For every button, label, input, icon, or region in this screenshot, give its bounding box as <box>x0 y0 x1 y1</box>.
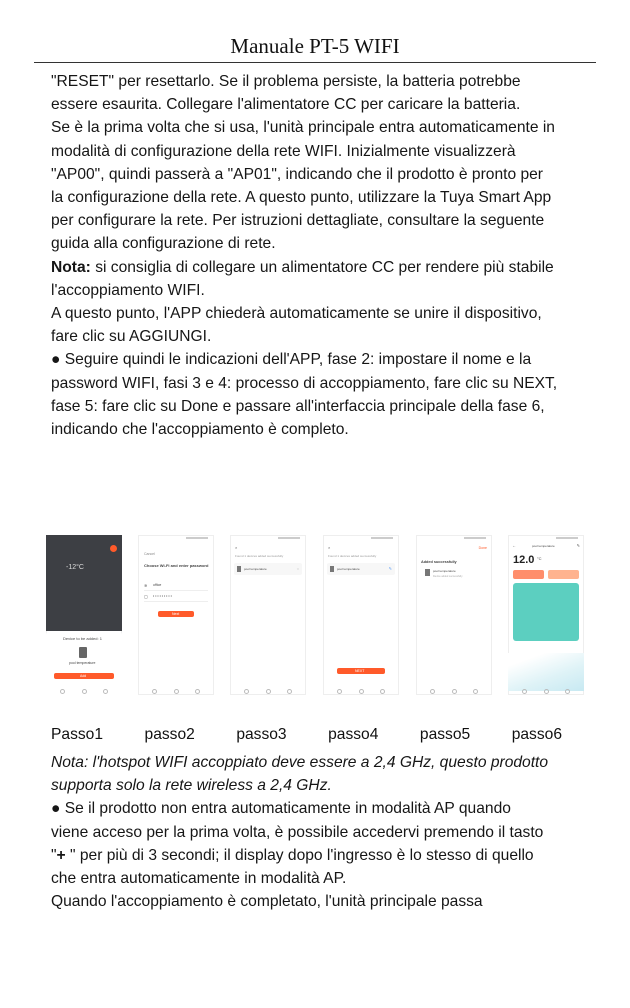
lock-icon: ▢ <box>144 594 148 599</box>
status-bar <box>323 537 399 540</box>
popup-title: Device to be added: 1 <box>63 636 102 641</box>
text-line: essere esaurita. Collegare l'alimentatore CC per caricare la batteria. <box>51 96 521 114</box>
text-line: l'accoppiamento WIFI. <box>51 281 205 299</box>
temp-unit: °C <box>537 556 542 561</box>
quote-open: " <box>51 846 57 864</box>
password-value: • • • • • • • • • <box>153 594 172 598</box>
plus-line-text: " per più di 3 secondi; il display dopo l'ingresso è lo stesso di quello <box>65 846 534 864</box>
back-icon: ← <box>512 543 516 548</box>
nav-bar <box>244 689 292 692</box>
plus-key-icon: + <box>56 846 66 864</box>
edit-icon: ✎ <box>388 566 392 571</box>
text-line: "AP00", quindi passerà a "AP01", indicando che il prodotto è pronto per <box>51 165 544 183</box>
step-label: Passo1 <box>51 726 104 743</box>
step-label: passo5 <box>419 726 471 743</box>
text-line: ● Se il prodotto non entra automaticamente in modalità AP quando <box>51 800 511 818</box>
status-bar <box>138 537 214 540</box>
text-line: password WIFI, fasi 3 e 4: processo di accoppiamento, fare clic su NEXT, <box>51 374 558 392</box>
nav-bar <box>60 689 108 692</box>
status-bar <box>416 537 492 540</box>
next-button-label: NEXT <box>355 668 365 673</box>
orange-card <box>548 570 579 579</box>
screenshot-step3 <box>230 535 306 695</box>
text-line: fare clic su AGGIUNGI. <box>51 328 212 346</box>
text-line: che entra automaticamente in modalità AP. <box>51 870 347 888</box>
divider <box>144 590 208 591</box>
device-sub: Device added successfully <box>433 575 463 578</box>
text-line: la configurazione della rete. A questo punto, utilizzare la Tuya Smart App <box>51 189 552 207</box>
plus-line <box>51 844 596 867</box>
note-label: Nota: <box>51 258 91 276</box>
screenshot-step5 <box>416 535 492 695</box>
temp-value: 12.0 <box>513 554 535 566</box>
device-icon <box>330 566 334 572</box>
step-label: passo4 <box>328 726 379 743</box>
close-icon: × <box>328 545 331 550</box>
divider <box>144 601 208 602</box>
device-name: pool temperature <box>244 567 267 571</box>
app-screenshots <box>46 535 584 695</box>
text-line: Se è la prima volta che si usa, l'unità principale entra automaticamente in <box>51 119 555 137</box>
text-line: fase 5: fare clic su Done e passare all'interfaccia principale della fase 6, <box>51 397 545 415</box>
screenshot-step6 <box>508 535 584 695</box>
text-line: viene acceso per la prima volta, è possibile accedervi premendo il tasto <box>51 823 544 841</box>
text-line: "RESET" per resettarlo. Se il problema persiste, la batteria potrebbe <box>51 73 521 90</box>
success-title: Added successfully <box>421 560 457 564</box>
intro-paragraph <box>51 70 596 441</box>
orange-card <box>513 570 544 579</box>
edit-icon: ✎ <box>576 543 580 548</box>
close-icon: × <box>235 545 238 550</box>
device-icon <box>79 647 87 658</box>
screenshot-step4 <box>323 535 399 695</box>
cancel-link: Cancel <box>144 552 155 556</box>
nav-bar <box>430 689 478 692</box>
text-line: per configurare la rete. Per istruzioni dettagliate, consultare la seguente <box>51 212 545 230</box>
add-button-label: Add <box>80 673 87 678</box>
device-name: pool temperature <box>433 569 456 573</box>
step-label: passo2 <box>144 726 195 743</box>
nav-bar <box>522 689 570 692</box>
text-line: modalità di configurazione della rete WIFI. Inizialmente visualizzerà <box>51 142 516 160</box>
status-bar <box>508 537 584 540</box>
chart-area <box>508 653 584 691</box>
step-label: passo3 <box>236 726 287 743</box>
note2-line: Nota: l'hotspot WIFI accoppiato deve essere a 2,4 GHz, questo prodotto <box>51 754 549 771</box>
text-line: ● Seguire quindi le indicazioni dell'APP, fase 2: impostare il nome e la <box>51 351 532 369</box>
text-line: indicando che l'accoppiamento è completo. <box>51 421 349 439</box>
found-subtitle: Found 1 devices added successfully <box>235 554 284 558</box>
done-link: Done <box>478 546 487 550</box>
note2-line: supporta solo la rete wireless a 2,4 GHz. <box>51 777 332 795</box>
page-title: Manuale PT-5 WIFI <box>230 34 400 58</box>
nav-bar <box>337 689 385 692</box>
loading-icon: ○ <box>296 566 299 571</box>
add-device-icon <box>110 545 117 552</box>
device-icon <box>425 569 430 576</box>
wifi-icon: ≋ <box>144 583 148 588</box>
teal-panel <box>513 583 579 641</box>
weather-temp: -12°C <box>66 564 84 571</box>
device-title: pool temperature <box>532 544 555 548</box>
note-line <box>51 256 596 279</box>
device-name: pool temperature <box>337 567 360 571</box>
screenshot-step2 <box>138 535 214 695</box>
note-text: si consiglia di collegare un alimentatore CC per rendere più stabile <box>90 258 554 276</box>
title-rule <box>34 62 596 63</box>
wifi-title: Choose Wi-Fi and enter password <box>144 563 209 568</box>
text-line: A questo punto, l'APP chiederà automaticamente se unire il dispositivo, <box>51 305 542 323</box>
step-label: passo6 <box>511 726 562 743</box>
device-label: pool temperature <box>69 661 96 665</box>
closing-paragraph <box>51 751 596 913</box>
screenshot-step1 <box>46 535 122 695</box>
ssid-value: office <box>153 583 162 587</box>
status-bar <box>230 537 306 540</box>
step-labels <box>51 726 562 744</box>
nav-bar <box>152 689 200 692</box>
found-subtitle: Found 1 devices added successfully <box>328 554 377 558</box>
text-line: Quando l'accoppiamento è completato, l'unità principale passa <box>51 893 483 911</box>
next-button-label: Next <box>172 611 180 616</box>
device-icon <box>237 566 241 572</box>
text-line: guida alla configurazione di rete. <box>51 235 276 253</box>
